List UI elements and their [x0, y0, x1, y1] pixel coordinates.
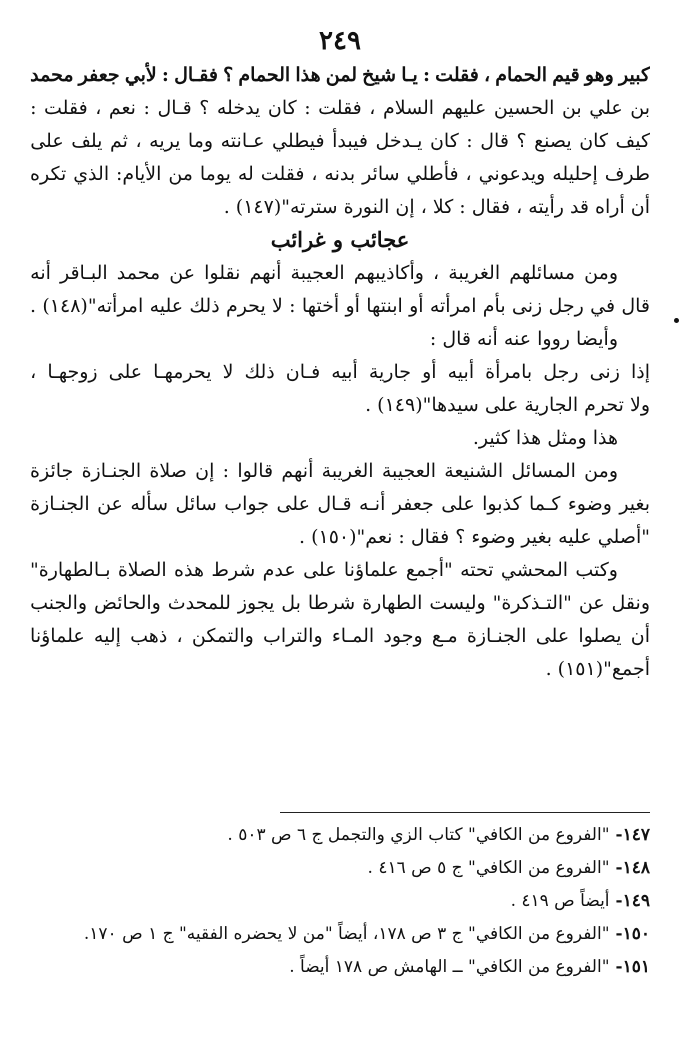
footnote-number: ١٤٨-	[615, 857, 650, 878]
text-line: طرف إحليله ويدعوني ، فأطلي سائر بدنه ، فقلت له يوما من الأيام: الذي تكره	[30, 162, 650, 185]
text-line: قال في رجل زنى بأم امرأته أو ابنتها أو أختها : لا يحرم ذلك عليه امرأته"(١٤٨) .	[30, 294, 650, 317]
footnote	[30, 917, 650, 950]
text-line: ونقل عن "التـذكرة" وليست الطهارة شرطا بل يجوز للمحدث والحائض والجنب	[30, 591, 650, 614]
page-number: ٢٤٩	[319, 26, 361, 56]
footnote-number: ١٤٩-	[615, 890, 650, 911]
text-line: بغير وضوء كـما كذبوا على جعفر أنـه قـال على جواب سائل سأله عن الجنـازة	[30, 492, 650, 515]
footnote	[30, 884, 650, 917]
footnote-text: "الفروع من الكافي" ــ الهامش ص ١٧٨ أيضاً .	[289, 956, 610, 977]
text-line: كبير وهو قيم الحمام ، فقلت : يـا شيخ لمن هذا الحمام ؟ فقـال : لأبي جعفر محمد	[30, 63, 650, 86]
footnote-text: أيضاً ص ٤١٩ .	[510, 890, 610, 911]
footnote-text: "الفروع من الكافي" ج ٥ ص ٤١٦ .	[367, 857, 610, 878]
margin-dot-mark	[674, 318, 679, 323]
footnote	[30, 950, 650, 983]
footnote-number: ١٤٧-	[615, 824, 650, 845]
text-line: بن علي بن الحسين عليهم السلام ، فقلت : كان يدخله ؟ قـال : نعم ، فقلت :	[30, 96, 650, 119]
text-line: أن يصلوا على الجنـازة مـع وجود المـاء والتراب والتمكن ، ذهب إليه علماؤنا	[30, 624, 650, 647]
footnote	[30, 818, 650, 851]
footnote-number: ١٥١-	[615, 956, 650, 977]
footnote-number: ١٥٠-	[615, 923, 650, 944]
footnotes	[30, 818, 650, 983]
text-line: ومن مسائلهم الغريبة ، وأكاذيبهم العجيبة أنهم نقلوا عن محمد البـاقر أنه	[30, 261, 618, 284]
text-line: أن أراه قد رأيته ، فقال : كلا ، إن النورة سترته"(١٤٧) .	[223, 195, 650, 218]
text-line: "أصلي عليه بغير وضوء ؟ فقال : نعم"(١٥٠) .	[299, 525, 650, 548]
main-text	[30, 58, 650, 685]
footnote-text: "الفروع من الكافي" كتاب الزي والتجمل ج ٦ ص ٥٠٣ .	[227, 824, 610, 845]
section-heading: عجائب و غرائب	[270, 227, 410, 252]
text-line: ولا تحرم الجارية على سيدها"(١٤٩) .	[365, 393, 650, 416]
text-line: وكتب المحشي تحته "أجمع علماؤنا على عدم شرط هذه الصلاة بـالطهارة"	[30, 558, 618, 581]
footnote-divider	[280, 812, 650, 813]
text-line: إذا زنى رجل بامرأة أبيه أو جارية أبيه فـان ذلك لا يحرمهـا على زوجهـا ،	[30, 360, 650, 383]
text-line: أجمع"(١٥١) .	[545, 657, 650, 680]
text-line: ومن المسائل الشنيعة العجيبة الغريبة أنهم قالوا : إن صلاة الجنـازة جائزة	[30, 459, 618, 482]
text-line: هذا ومثل هذا كثير.	[472, 426, 618, 449]
footnote-text: "الفروع من الكافي" ج ٣ ص ١٧٨، أيضاً "من لا يحضره الفقيه" ج ١ ص ١٧٠.	[83, 923, 610, 944]
text-line: وأيضا رووا عنه أنه قال :	[429, 327, 618, 350]
footnote	[30, 851, 650, 884]
text-line: كيف كان يصنع ؟ قال : كان يـدخل فيبدأ فيطلي عـانته وما يريه ، ثم يلف على	[30, 129, 650, 152]
